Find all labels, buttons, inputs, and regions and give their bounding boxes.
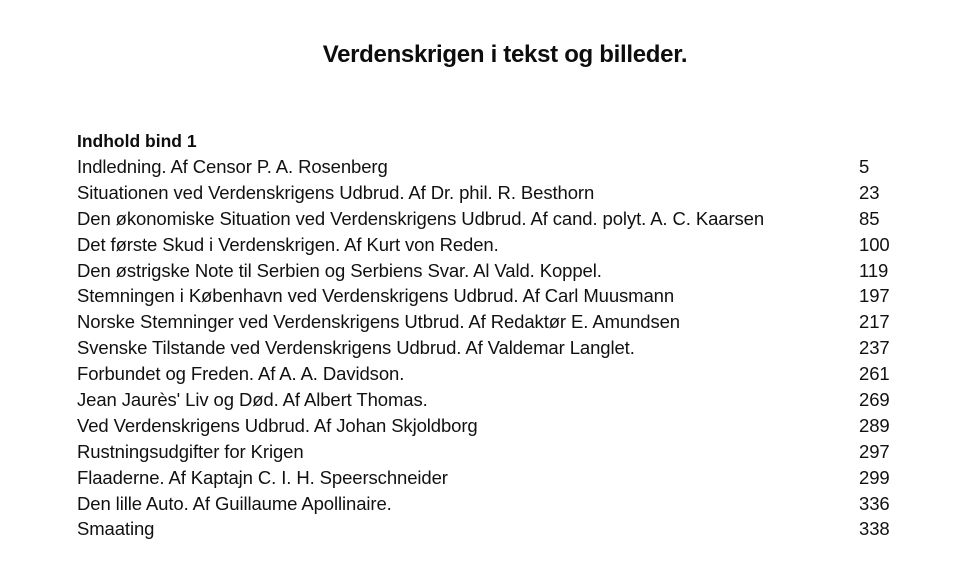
toc-entry [77,206,907,232]
toc-entry-title: Den økonomiske Situation ved Verdenskrigens Udbrud. Af cand. polyt. A. C. Kaarsen [77,207,765,229]
toc-entry [77,516,907,542]
toc-entry-title: Rustningsudgifter for Krigen [77,440,304,462]
toc-entry [77,491,907,517]
toc-entry-title: Norske Stemninger ved Verdenskrigens Utbrud. Af Redaktør E. Amundsen [77,311,680,333]
table-of-contents [77,128,907,542]
toc-entry-title: Jean Jaurès' Liv og Død. Af Albert Thomas. [77,389,428,411]
toc-entry-page: 197 [859,285,890,307]
toc-entry [77,232,907,258]
toc-entry [77,180,907,206]
toc-entry-page: 261 [859,363,890,385]
toc-entry [77,154,907,180]
toc-entry [77,413,907,439]
toc-entry-title: Indledning. Af Censor P. A. Rosenberg [77,156,388,177]
toc-entry-title: Stemningen i København ved Verdenskrigens Udbrud. Af Carl Muusmann [77,285,675,307]
toc-entry-page: 289 [859,414,890,436]
toc-entry-title: Ved Verdenskrigens Udbrud. Af Johan Skjoldborg [77,414,478,436]
toc-entry-page: 336 [859,492,890,514]
toc-entry-title: Smaating [77,518,155,540]
toc-entry [77,439,907,465]
toc-entry-title: Forbundet og Freden. Af A. A. Davidson. [77,363,405,385]
document-title: Verdenskrigen i tekst og billeder. [322,41,688,68]
toc-heading: Indhold bind 1 [77,131,197,151]
toc-entry [77,309,907,335]
toc-entry-title: Situationen ved Verdenskrigens Udbrud. Af Dr. phil. R. Besthorn [77,181,595,203]
toc-entry-page: 269 [859,389,890,411]
toc-entry [77,335,907,361]
toc-entry-page: 297 [859,440,890,462]
toc-entry-page: 5 [859,156,870,177]
toc-entry-page: 299 [859,466,890,488]
toc-entry-title: Den østrigske Note til Serbien og Serbiens Svar. Al Vald. Koppel. [77,259,602,281]
toc-entry-page: 119 [859,259,889,281]
toc-entry-page: 85 [859,207,880,229]
toc-entry-title: Flaaderne. Af Kaptajn C. I. H. Speerschneider [77,466,448,488]
toc-entry [77,258,907,284]
toc-entry-page: 237 [859,337,890,359]
toc-entry [77,361,907,387]
toc-entry-page: 100 [859,233,890,255]
toc-entry-title: Det første Skud i Verdenskrigen. Af Kurt von Reden. [77,233,499,255]
toc-entry-page: 338 [859,518,890,540]
toc-entry-title: Svenske Tilstande ved Verdenskrigens Udbrud. Af Valdemar Langlet. [77,337,635,359]
toc-entry [77,465,907,491]
toc-entry [77,283,907,309]
toc-entry [77,387,907,413]
toc-entry-page: 217 [859,311,890,333]
toc-entry-page: 23 [859,181,880,203]
toc-entry-title: Den lille Auto. Af Guillaume Apollinaire. [77,492,392,514]
